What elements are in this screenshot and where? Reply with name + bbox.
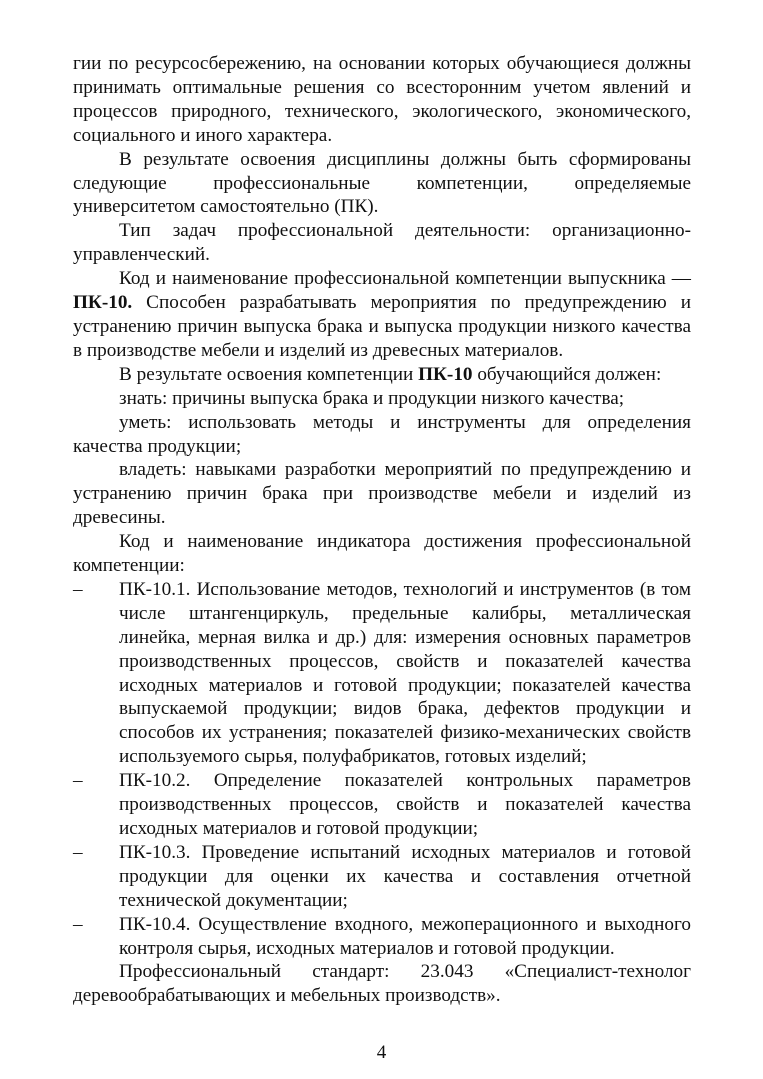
paragraph-task-type: Тип задач профессиональной деятельности: организационно-управленческий. (73, 220, 691, 266)
list-item (73, 578, 691, 769)
paragraph-know: знать: причины выпуска брака и продукции низкого качества; (119, 387, 625, 409)
paragraph-professional-standard: Профессиональный стандарт: 23.043 «Специалист-технолог деревообрабатывающих и мебельных производств». (73, 961, 691, 1007)
learning-outcome-bold: ПК-10 (418, 363, 473, 385)
list-item (73, 913, 691, 961)
paragraph-competency-code (73, 267, 691, 363)
paragraph-learning-outcome (73, 363, 691, 387)
list-item-text: ПК-10.1. Использование методов, технологий и инструментов (в том числе штангенциркуль, предельные калибры, металлическая линейка, мерная вилка и др.) для: измерения основных параметров производственных процессов, свойств и показателей качества исходных материалов и готовой продукции; показателей качества выпускаемой продукции; видов брака, дефектов продукции и способов их устранения; показателей физико-механических свойств используемого сырья, полуфабрикатов, готовых изделий; (119, 578, 691, 768)
list-item-text: ПК-10.4. Осуществление входного, межоперационного и выходного контроля сырья, исходных материалов и готовой продукции. (119, 913, 691, 959)
indicator-list (73, 578, 691, 961)
list-item (73, 841, 691, 913)
competency-code-bold: ПК-10. (73, 292, 133, 314)
competency-code-lead: Код и наименование профессиональной компетенции выпускника — (119, 268, 691, 290)
paragraph-indicator-intro: Код и наименование индикатора достижения профессиональной компетенции: (73, 531, 691, 577)
list-item-text: ПК-10.2. Определение показателей контрольных параметров производственных процессов, свойств и показателей качества исходных материалов и готовой продукции; (119, 770, 691, 839)
learning-outcome-tail: обучающийся должен: (472, 363, 662, 385)
list-dash: – (73, 841, 83, 863)
paragraph-continuation: гии по ресурсосбережению, на основании которых обучающиеся должны принимать оптимальные решения со всесторонним учетом явлений и процессов природного, технического, экологического, экономического, социального и иного характера. (73, 53, 691, 146)
learning-outcome-lead: В результате освоения компетенции (119, 363, 419, 385)
list-item (73, 769, 691, 841)
list-dash: – (73, 770, 83, 792)
page-number: 4 (376, 1042, 387, 1063)
paragraph-competencies-intro: В результате освоения дисциплины должны быть сформированы следующие профессиональные компетенции, определяемые университетом самостоятельно (ПК). (73, 148, 691, 218)
list-dash: – (73, 578, 83, 600)
document-body (73, 52, 691, 1008)
list-dash: – (73, 913, 83, 935)
list-item-text: ПК-10.3. Проведение испытаний исходных материалов и готовой продукции для оценки их качества и составления отчетной технической документации; (119, 841, 691, 911)
paragraph-master: владеть: навыками разработки мероприятий по предупреждению и устранению причин брака при производстве мебели и изделий из древесины. (73, 459, 691, 529)
paragraph-be-able: уметь: использовать методы и инструменты для определения качества продукции; (73, 411, 691, 457)
competency-code-description: Способен разрабатывать мероприятия по предупреждению и устранению причин выпуска брака и выпуска продукции низкого качества в производстве мебели и изделий из древесных материалов. (73, 292, 691, 361)
